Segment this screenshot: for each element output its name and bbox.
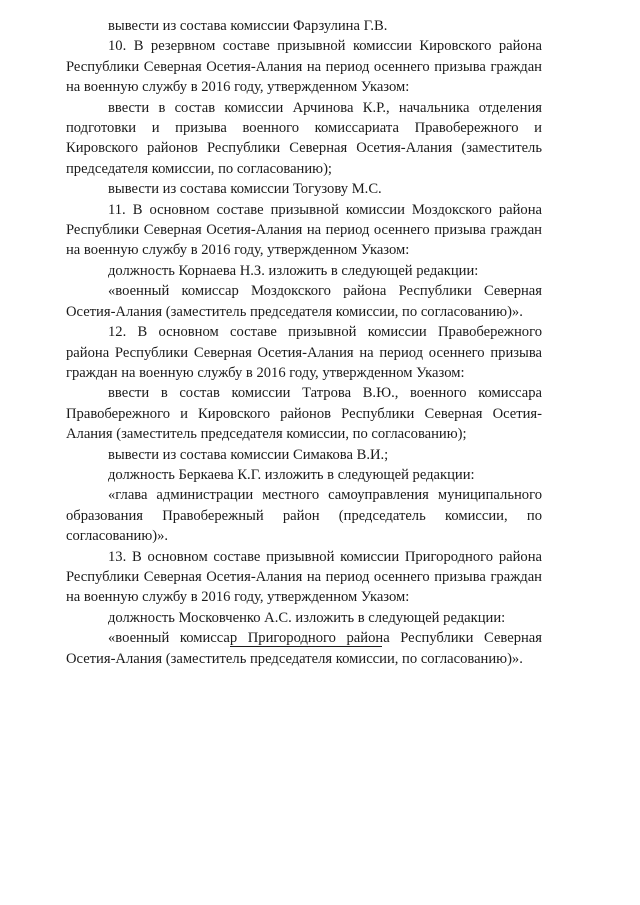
paragraph-remove-toguzova: вывести из состава комиссии Тогузову М.С. [108, 181, 382, 198]
paragraph-quote-mozdok: «военный комиссар Моздокского района Республики Северная Осетия-Алания (заместитель председателя комиссии, по согласованию)». [66, 283, 542, 320]
paragraph-quote-prigorodny: «военный комиссар Пригородного района Республики Северная Осетия-Алания (заместитель председателя комиссии, по согласованию)». [66, 630, 542, 667]
paragraph-item-12: 12. В основном составе призывной комиссии Правобережного района Республики Северная Осетия-Алания на период осеннего призыва граждан на военную службу в 2016 году, утвержденном Указом: [66, 324, 542, 381]
paragraph-quote-pravoberezhny: «глава администрации местного самоуправления муниципального образования Правобережный район (председатель комиссии, по согласованию)». [66, 487, 542, 545]
document-body [66, 16, 542, 669]
paragraph-position-kornaev: должность Корнаева Н.З. изложить в следующей редакции: [108, 262, 479, 279]
paragraph-item-13: 13. В основном составе призывной комиссии Пригородного района Республики Северная Осетия-Алания на период осеннего призыва граждан на военную службу в 2016 году, утвержденном Указом: [66, 548, 542, 606]
paragraph-add-tatrov: ввести в состав комиссии Татрова В.Ю., военного комиссара Правобережного и Кировского районов Республики Северная Осетия-Алания (заместитель председателя комиссии, по согласованию); [66, 385, 542, 443]
paragraph-remove-farzulin: вывести из состава комиссии Фарзулина Г.В. [108, 18, 388, 34]
paragraph-item-10: 10. В резервном составе призывной комиссии Кировского района Республики Северная Осетия-Алания на период осеннего призыва граждан на военную службу в 2016 году, утвержденном Указом: [66, 38, 542, 96]
closing-rule [230, 646, 382, 647]
paragraph-position-moskovchenko: должность Московченко А.С. изложить в следующей редакции: [108, 609, 506, 626]
paragraph-item-11: 11. В основном составе призывной комиссии Моздокского района Республики Северная Осетия-Алания на период осеннего призыва граждан на военную службу в 2016 году, утвержденном Указом: [66, 201, 542, 259]
paragraph-remove-simakov: вывести из состава комиссии Симакова В.И.; [108, 446, 389, 463]
paragraph-position-berkaev: должность Беркаева К.Г. изложить в следующей редакции: [108, 466, 475, 483]
paragraph-add-archinov: ввести в состав комиссии Арчинова К.Р., начальника отделения подготовки и призыва военного комиссариата Правобережного и Кировского районов Республики Северная Осетия-Алания (заместитель председателя комиссии, по согласованию); [66, 99, 542, 177]
